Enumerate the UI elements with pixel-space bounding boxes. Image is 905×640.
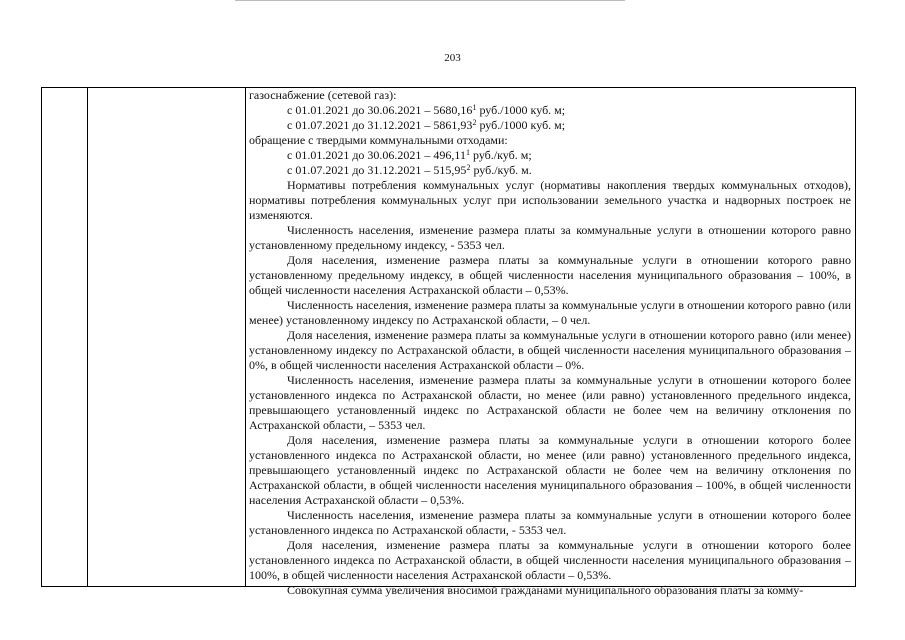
page-number: 203	[444, 52, 461, 64]
waste-rate-line-2: с 01.07.2021 до 31.12.2021 – 515,95$^2$ руб./куб. м.	[287, 163, 532, 177]
paragraph-population-equal-limit: Численность населения, изменение размера платы за коммунальные услуги в отношении которого равно установленному предельному индексу, - 5353 чел.	[249, 223, 851, 252]
document-table	[41, 87, 856, 597]
paragraph-share-equal-limit: Доля населения, изменение размера платы за коммунальные услуги в отношении которого равно установленному предельному индексу, в общей численности населения муниципального образования – 100%, в общей численности населения Астраханской области – 0,53%.	[249, 253, 851, 297]
paragraph-share-above-index: Доля населения, изменение размера платы за коммунальные услуги в отношении которого более установленного индекса по Астраханской области, в общей численности населения муниципального образования – 100%, в общей численности населения Астраханской области – 0,53%.	[249, 538, 851, 582]
paragraph-share-below-index: Доля населения, изменение размера платы за коммунальные услуги в отношении которого равно (или менее) установленному индексу по Астраханской области, в общей численности населения муниципального образования – 0%, в общей численности населения Астраханской области – 0%.	[249, 328, 851, 372]
gas-rate-line-2: с 01.07.2021 до 31.12.2021 – 5861,93$^2$ руб./1000 куб. м;	[287, 118, 566, 132]
table-column-name	[88, 88, 246, 586]
waste-rate-line-1: с 01.01.2021 до 30.06.2021 – 496,11$^1$ руб./куб. м;	[287, 148, 532, 162]
paragraph-population-above-index: Численность населения, изменение размера платы за коммунальные услуги в отношении которого более установленного индекса по Астраханской области, - 5353 чел.	[249, 508, 851, 537]
paragraph-share-within-deviation: Доля населения, изменение размера платы за коммунальные услуги в отношении которого более установленного индекса по Астраханской области, но менее (или равно) установленного предельного индекса, превышающего установленный индекс по Астраханской области не более чем на величину отклонения по Астраханской области, в общей численности населения муниципального образования – 100%, в общей численности населения Астраханской области – 0,53%.	[249, 433, 851, 507]
waste-header: обращение с твердыми коммунальными отходами:	[249, 133, 508, 147]
gas-rate-line-1: с 01.01.2021 до 30.06.2021 – 5680,16$^1$ руб./1000 куб. м;	[287, 103, 566, 117]
paragraph-population-within-deviation: Численность населения, изменение размера платы за коммунальные услуги в отношении которого более установленного индекса по Астраханской области, но менее (или равно) установленного предельного индекса, превышающего установленный индекс по Астраханской области не более чем на величину отклонения по Астраханской области, – 5353 чел.	[249, 373, 851, 432]
scan-top-mark	[235, 0, 625, 4]
paragraph-total-increase: Совокупная сумма увеличения вносимой гражданами муниципального образования платы за комму-	[287, 583, 804, 597]
table-column-number	[42, 88, 88, 586]
paragraph-population-below-index: Численность населения, изменение размера платы за коммунальные услуги в отношении которого равно (или менее) установленному индексу по Астраханской области, – 0 чел.	[249, 298, 851, 327]
gas-header: газоснабжение (сетевой газ):	[249, 88, 397, 102]
paragraph-norms: Нормативы потребления коммунальных услуг (нормативы накопления твердых коммунальных отходов), нормативы потребления коммунальных услуг при использовании земельного участка и надворных построек не изменяются.	[249, 178, 851, 222]
table-column-text	[247, 88, 855, 597]
